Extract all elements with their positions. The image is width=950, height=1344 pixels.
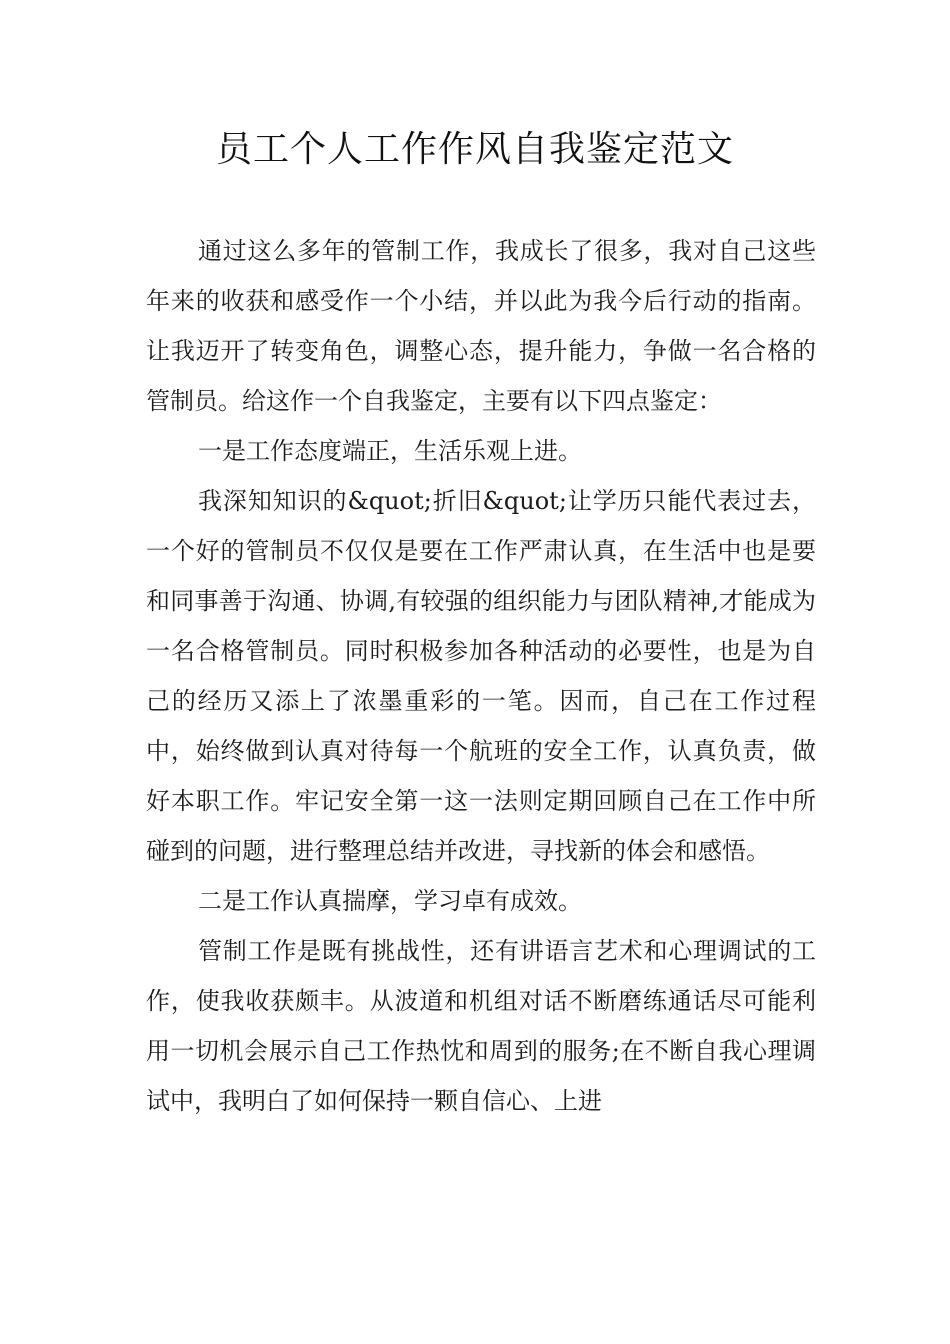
paragraph-point-one-body: 我深知知识的&quot;折旧&quot;让学历只能代表过去，一个好的管制员不仅仅是要在工作严肃认真，在生活中也是要和同事善于沟通、协调,有较强的组织能力与团队精神,才能成为一名合格管制员。同时积极参加各种活动的必要性，也是为自己的经历又添上了浓墨重彩的一笔。因而，自己在工作过程中，始终做到认真对待每一个航班的安全工作，认真负责，做好本职工作。牢记安全第一这一法则定期回顾自己在工作中所碰到的问题，进行整理总结并改进，寻找新的体会和感悟。 (146, 487, 816, 865)
paragraph-point-two-heading: 二是工作认真揣摩，学习卓有成效。 (198, 887, 582, 915)
document-body (146, 226, 816, 1126)
paragraph-intro: 通过这么多年的管制工作，我成长了很多，我对自己这些年来的收获和感受作一个小结，并以此为我今后行动的指南。让我迈开了转变角色，调整心态，提升能力，争做一名合格的管制员。给这作一个自我鉴定，主要有以下四点鉴定： (146, 237, 816, 415)
paragraph-point-two-body: 管制工作是既有挑战性，还有讲语言艺术和心理调试的工作，使我收获颇丰。从波道和机组对话不断磨练通话尽可能利用一切机会展示自己工作热忱和周到的服务;在不断自我心理调试中，我明白了如何保持一颗自信心、上进 (146, 937, 816, 1115)
paragraph-point-one-heading: 一是工作态度端正，生活乐观上进。 (198, 437, 582, 465)
document-title: 员工个人工作作风自我鉴定范文 (215, 129, 734, 170)
